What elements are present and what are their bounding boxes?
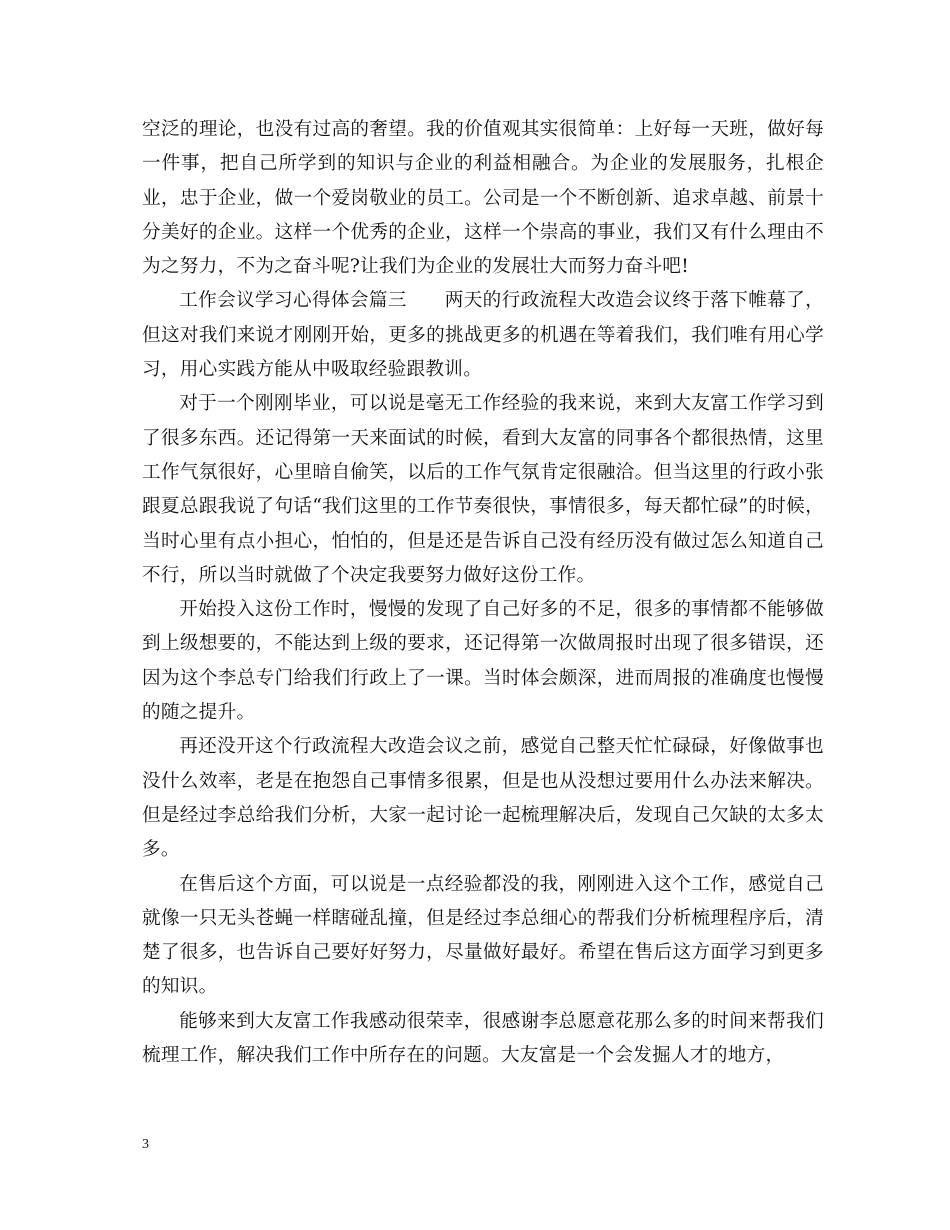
paragraph-1: 空泛的理论，也没有过高的奢望。我的价值观其实很简单：上好每一天班，做好每一件事，把自己所学到的知识与企业的利益相融合。为企业的发展服务，扎根企业，忠于企业，做一个爱岗敬业的员工。公司是一个不断创新、追求卓越、前景十分美好的企业。这样一个优秀的企业，这样一个崇高的事业，我们又有什么理由不为之努力，不为之奋斗呢?让我们为企业的发展壮大而努力奋斗吧! (142, 119, 824, 278)
page-number: 3 (142, 1137, 149, 1152)
paragraph-6: 在售后这个方面，可以说是一点经验都没的我，刚刚进入这个工作，感觉自己就像一只无头苍蝇一样瞎碰乱撞，但是经过李总细心的帮我们分析梳理程序后，清楚了很多，也告诉自己要好好努力，尽量做好最好。希望在售后这方面学习到更多的知识。 (142, 873, 824, 998)
paragraph-4: 开始投入这份工作时，慢慢的发现了自己好多的不足，很多的事情都不能够做到上级想要的，不能达到上级的要求，还记得第一次做周报时出现了很多错误，还因为这个李总专门给我们行政上了一课。当时体会颇深，进而周报的准确度也慢慢的随之提升。 (142, 599, 824, 724)
paragraph-5: 再还没开这个行政流程大改造会议之前，感觉自己整天忙忙碌碌，好像做事也没什么效率，老是在抱怨自己事情多很累，但是也从没想过要用什么办法来解决。但是经过李总给我们分析，大家一起讨论一起梳理解决后，发现自己欠缺的太多太多。 (142, 736, 824, 861)
paragraph-3: 对于一个刚刚毕业，可以说是毫无工作经验的我来说，来到大友富工作学习到了很多东西。还记得第一天来面试的时候，看到大友富的同事各个都很热情，这里工作气氛很好，心里暗自偷笑，以后的工作气氛肯定很融洽。但当这里的行政小张跟夏总跟我说了句话“我们这里的工作节奏很快，事情很多，每天都忙碌”的时候，当时心里有点小担心，怕怕的，但是还是告诉自己没有经历没有做过怎么知道自己不行，所以当时就做了个决定我要努力做好这份工作。 (142, 393, 824, 586)
body-text (142, 113, 824, 1073)
paragraph-2: 工作会议学习心得体会篇三 两天的行政流程大改造会议终于落下帷幕了，但这对我们来说才刚刚开始，更多的挑战更多的机遇在等着我们，我们唯有用心学习，用心实践方能从中吸取经验跟教训。 (142, 290, 824, 381)
paragraph-7: 能够来到大友富工作我感动很荣幸，很感谢李总愿意花那么多的时间来帮我们梳理工作，解决我们工作中所存在的问题。大友富是一个会发掘人才的地方， (142, 1010, 824, 1067)
